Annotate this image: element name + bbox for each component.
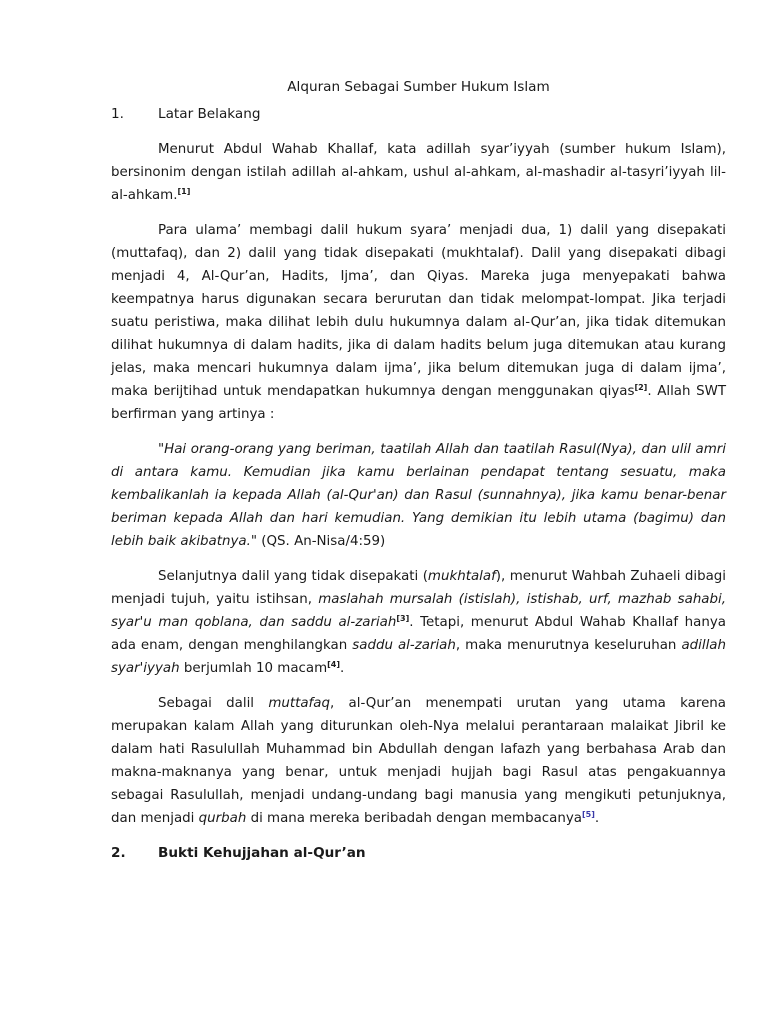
quran-quote xyxy=(111,438,726,553)
paragraph-text: ), menurut Wahbah Zuhaeli dibagi menjadi tujuh, yaitu istihsan, xyxy=(111,569,726,607)
paragraph-4 xyxy=(111,692,726,830)
section-label: Bukti Kehujjahan al-Qur’an xyxy=(158,845,366,861)
footnote-ref-2[interactable]: [2] xyxy=(634,383,648,392)
section-heading-1 xyxy=(111,103,726,126)
paragraph-text: Selanjutnya dalil yang tidak disepakati ( xyxy=(158,569,428,584)
section-number: 1. xyxy=(111,106,124,122)
paragraph-text: . Tetapi, menurut Abdul Wahab Khallaf hanya ada enam, dengan menghilangkan xyxy=(111,615,726,653)
footnote-ref-5[interactable]: [5] xyxy=(581,810,595,819)
paragraph-text: , al-Qur’an menempati urutan yang utama karena merupakan kalam Allah yang diturunkan oleh-Nya melalui perantaraan malaikat Jibril ke dalam hati Rasulullah Muhammad bin Abdullah dengan lafazh yang berbahasa Arab dan makna-maknanya yang benar, untuk menjadi hujjah bagi Rasul atas pengakuannya sebagai Rasulullah, menjadi undang-undang bagi manusia yang mengikuti petunjuknya, dan menjadi xyxy=(111,696,726,826)
section-label: Latar Belakang xyxy=(158,106,261,122)
section-number: 2. xyxy=(111,845,126,861)
paragraph-2 xyxy=(111,219,726,426)
footnote-ref-1[interactable]: [1] xyxy=(177,187,191,196)
document-title: Alquran Sebagai Sumber Hukum Islam xyxy=(287,79,550,95)
paragraph-text: di mana mereka beribadah dengan membacanya xyxy=(246,811,582,826)
italic-term: muttafaq xyxy=(268,696,330,711)
paragraph-text: berjumlah 10 macam xyxy=(179,661,328,676)
section-heading-2 xyxy=(111,842,726,865)
document-page xyxy=(111,76,726,877)
quote-text: "Hai orang-orang yang beriman, taatilah Allah dan taatilah Rasul(Nya), dan ulil amri di antara kamu. Kemudian jika kamu berlainan pendapat tentang sesuatu, maka kembalikanlah ia kepada Allah (al-Qur'an) dan Rasul (sunnahnya), jika kamu benar-benar beriman kepada Allah dan hari kemudian. Yang demikian itu lebih utama (bagimu) dan lebih baik akibatnya." xyxy=(111,442,726,549)
italic-term: adillah syar'iyyah xyxy=(111,638,726,676)
paragraph-text: Para ulama’ membagi dalil hukum syara’ menjadi dua, 1) dalil yang disepakati (muttafaq), dan 2) dalil yang tidak disepakati (mukhtalaf). Dalil yang disepakati dibagi menjadi 4, Al-Qur’an, Hadits, Ijma’, dan Qiyas. Mareka juga menyepakati bahwa keempatnya harus digunakan secara berurutan dan tidak melompat-lompat. Jika terjadi suatu peristiwa, maka dilihat lebih dulu hukumnya dalam al-Qur’an, jika tidak ditemukan dilihat hukumnya di dalam hadits, jika di dalam hadits belum juga ditemukan atau kurang jelas, maka mencari hukumnya dalam ijma’, jika belum ditemukan juga di dalam ijma’, maka berijtihad untuk mendapatkan hukumnya dengan menggunakan qiyas xyxy=(111,223,726,399)
paragraph-text: . xyxy=(594,811,600,826)
paragraph-text: Sebagai dalil xyxy=(158,696,269,711)
quote-citation: (QS. An-Nisa/4:59) xyxy=(257,534,386,549)
italic-term: qurbah xyxy=(198,811,247,826)
paragraph-text: Menurut Abdul Wahab Khallaf, kata adillah syar’iyyah (sumber hukum Islam), bersinonim dengan istilah adillah al-ahkam, ushul al-ahkam, al-mashadir al-tasyri’iyyah lil-al-ahkam. xyxy=(111,142,726,203)
paragraph-text: , maka menurutnya keseluruhan xyxy=(455,638,682,653)
paragraph-text-after: . Allah SWT berfirman yang artinya : xyxy=(111,384,727,422)
italic-term: saddu al-zariah xyxy=(352,638,456,653)
paragraph-1 xyxy=(111,138,726,207)
paragraph-text: . xyxy=(340,661,345,676)
italic-term: mukhtalaf xyxy=(427,569,496,584)
footnote-ref-4[interactable]: [4] xyxy=(327,660,341,669)
paragraph-3 xyxy=(111,565,726,680)
footnote-ref-3[interactable]: [3] xyxy=(396,614,410,623)
italic-term: maslahah mursalah (istislah), istishab, urf, mazhab sahabi, syar'u man qoblana, dan saddu al-zariah xyxy=(111,592,726,630)
